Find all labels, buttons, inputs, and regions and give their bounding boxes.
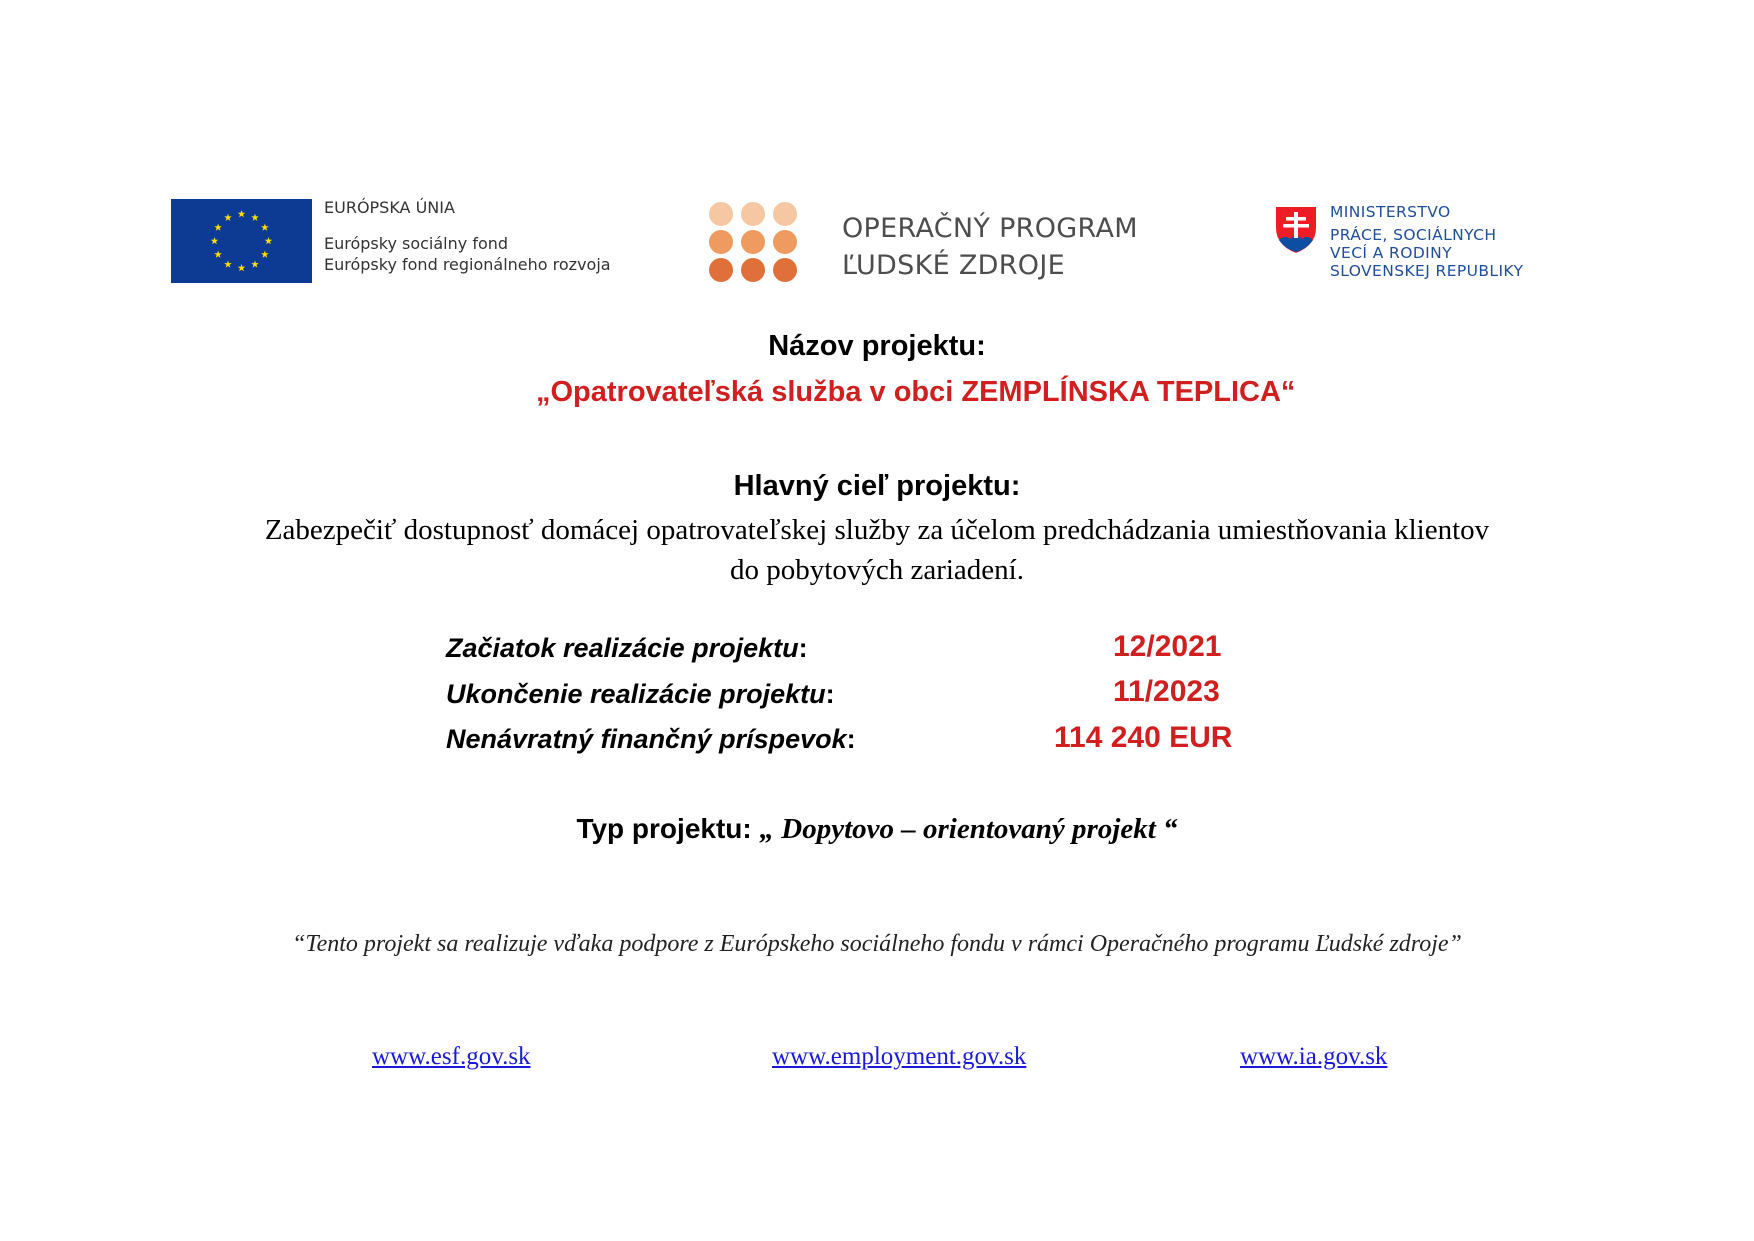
eu-star-icon (214, 224, 222, 231)
eu-logo-text (324, 200, 611, 278)
op-dot-icon (773, 202, 797, 226)
project-goal-line: do pobytových zariadení. (730, 554, 1024, 586)
eu-flag-logo (171, 199, 312, 283)
eu-star-icon (224, 260, 232, 267)
ministry-logo-line: VECÍ A RODINY (1330, 244, 1452, 262)
project-name-heading: Názov projektu: (768, 330, 986, 362)
eu-stars-icon (171, 199, 312, 283)
project-name: „Opatrovateľská služba v obci ZEMPLÍNSKA TEPLICA“ (536, 376, 1296, 408)
op-dot-icon (709, 230, 733, 254)
eu-star-icon (214, 251, 222, 258)
eu-star-icon (251, 260, 259, 267)
op-dot-icon (773, 258, 797, 282)
op-dots-logo (705, 201, 801, 283)
op-dot-icon (741, 230, 765, 254)
op-dot-icon (773, 230, 797, 254)
op-dot-icon (709, 202, 733, 226)
end-date-label: Ukončenie realizácie projektu: (446, 679, 835, 709)
start-date-value: 12/2021 (1113, 630, 1222, 663)
start-date-label: Začiatok realizácie projektu: (446, 633, 808, 663)
op-dot-icon (741, 202, 765, 226)
slovak-coat-of-arms-icon (1273, 204, 1319, 256)
op-dots-icon (705, 201, 801, 283)
grant-value: 114 240 EUR (1054, 721, 1233, 754)
op-logo-line: ĽUDSKÉ ZDROJE (842, 250, 1065, 281)
ia-link[interactable]: www.ia.gov.sk (1240, 1043, 1388, 1070)
project-goal-heading: Hlavný cieľ projektu: (733, 470, 1021, 502)
project-type-label: Typ projektu: (576, 813, 752, 844)
eu-star-icon (238, 264, 246, 271)
eu-logo-line: Európsky sociálny fond (324, 234, 509, 253)
op-dot-icon (709, 258, 733, 282)
ministry-logo-title: MINISTERSTVO (1330, 203, 1451, 221)
eu-logo-line: Európsky fond regionálneho rozvoja (324, 255, 611, 274)
eu-logo-title: EURÓPSKA ÚNIA (324, 198, 455, 217)
employment-link[interactable]: www.employment.gov.sk (772, 1043, 1027, 1070)
ministry-logo-line: PRÁCE, SOCIÁLNYCH (1330, 226, 1497, 244)
esf-link[interactable]: www.esf.gov.sk (372, 1043, 531, 1070)
eu-star-icon (265, 237, 273, 244)
eu-star-icon (224, 214, 232, 221)
op-dot-icon (741, 258, 765, 282)
eu-star-icon (261, 251, 269, 258)
ministry-shield-logo (1273, 204, 1319, 256)
eu-star-icon (238, 210, 246, 217)
op-logo-line: OPERAČNÝ PROGRAM (842, 213, 1138, 244)
ministry-logo-line: SLOVENSKEJ REPUBLIKY (1330, 262, 1524, 280)
project-type (0, 813, 1754, 846)
eu-star-icon (261, 224, 269, 231)
eu-star-icon (251, 214, 259, 221)
project-goal-line: Zabezpečiť dostupnosť domácej opatrovateľskej služby za účelom predchádzania umiestňovania klientov (264, 514, 1490, 546)
grant-label: Nenávratný finančný príspevok: (446, 724, 856, 754)
eu-star-icon (211, 237, 219, 244)
end-date-value: 11/2023 (1113, 675, 1220, 708)
op-logo-text (842, 210, 1138, 284)
funding-quote: “Tento projekt sa realizuje vďaka podpore z Európskeho sociálneho fondu v rámci Operačného programu Ľudské zdroje” (292, 931, 1462, 957)
project-goal-text (0, 510, 1754, 590)
ministry-logo-text (1330, 203, 1523, 280)
project-type-value: „ Dopytovo – orientovaný projekt “ (759, 813, 1178, 845)
